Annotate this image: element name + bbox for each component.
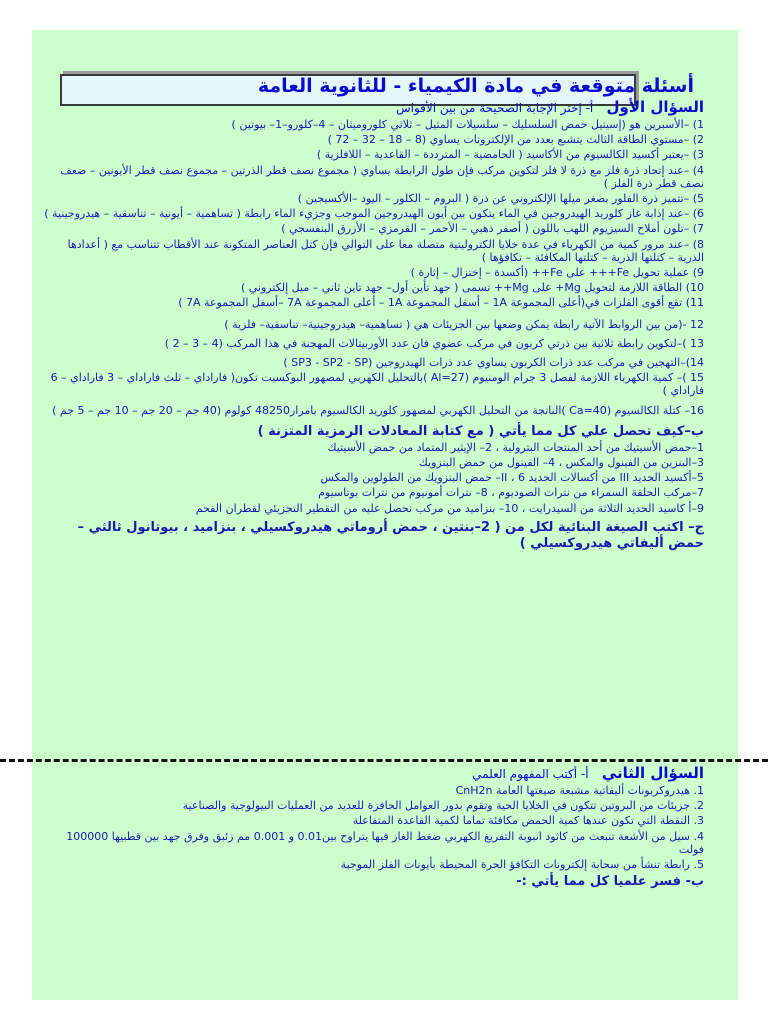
explain-heading: ب- فسر علميا كل مما يأتي :- bbox=[516, 874, 704, 890]
mcq-item: 3) –يعتبر أكسيد الكالسيوم من الأكاسيد ( الحامضية – المترددة – القاعدية – اللافلزية ) bbox=[316, 148, 704, 162]
question-two-heading: السؤال الثاني أ- أكتب المفهوم العلمي bbox=[472, 764, 704, 782]
mcq-item: 8) –عند مرور كمية من الكهرباء في عدة خلايا الكتروليتية متصلة معا على التوالي فإن كتل العناصر المتكونة عند الأقطاب تتناسب مع ( أعدادها الذرية – كتلتها الذرية – كتلتها المكافئة – تكافؤها ) bbox=[67, 237, 704, 264]
question-one-section bbox=[38, 74, 704, 552]
mcq-item: 9) عملية تحويل Fe+++ على Fe++ (أكسدة – إختزال – إثارة ) bbox=[410, 266, 704, 280]
concept-item: 4. سيل من الأشعة تنبعث من كاثود انبوبة التفريغ الكهربي ضغط الغاز فيها يتراوح بين0.01 و 0.001 مم زئبق وفرق جهد بين قطبيها 100000 فولت bbox=[66, 829, 704, 856]
conversion-item: 7–مركب الحلقة السمراء من نترات الصوديوم ، 8– نترات أمونيوم من نترات بوتاسيوم bbox=[318, 486, 704, 500]
concept-item: 2. جزيئات من البروتين تتكون في الخلايا الحية وتقوم بدور العوامل الحافزة للعديد من العمليات البيولوجية والصناعية bbox=[182, 799, 704, 813]
mcq-item: 15 )– كمية الكهرباء اللازمة لفصل 3 جرام الومنيوم (Al=27 )بالتحليل الكهربي لمصهور البوكسيت تكون( فاراداي – ثلث فاراداي – 3 فاراداي – 6 فاراداي ) bbox=[50, 371, 704, 398]
mcq-item: 11) تقع أقوى الفلزات في(أعلى المجموعة 1A – أسفل المجموعة 1A – أعلى المجموعة 7A –أسفل المجموعة 7A ) bbox=[178, 296, 704, 310]
question-two-instruction: أ- أكتب المفهوم العلمي bbox=[472, 767, 589, 781]
mcq-item: 6) –عند إذابة غاز كلوريد الهيدروجين في الماء يتكون بين أيون الهيدروجين الموجب وجزيء الماء رابطة ( تساهمية – أيونية – تناسقية – هيدروجينية ) bbox=[44, 207, 704, 221]
document-page bbox=[32, 30, 738, 1000]
concept-item: 1. هيدروكربونات أليفاتية مشبعة صيغتها العامة CnH2n bbox=[455, 784, 704, 797]
mcq-item: 7) –تلون أملاح السيزيوم اللهب باللون ( أصفر ذهبي – الأحمر – القرمزي – الأزرق البنفسجي ) bbox=[281, 222, 704, 236]
mcq-item: 4) –عند إتحاد ذرة فلز مع ذرة لا فلز لتكوين مركب فإن طول الرابطة يساوي ( مجموع نصف قطر الذرتين – مجموع نصف قطر الأيونين – ضعف نصف قطر ذرة الفلز ) bbox=[60, 163, 704, 190]
mcq-item: 16– كتلة الكالسيوم (Ca=40 )الناتجة من التحليل الكهربي لمصهور كلوريد الكالسيوم بامرار48250 كولوم (40 جم – 20 جم – 10 جم – 5 جم ) bbox=[52, 403, 704, 417]
mcq-item: 13 )–لتكوين رابطة ثلاثية بين ذرتي كربون في مركب عضوي فان عدد الأوربيتالات المهجنة في هذا المركب (4 – 3 – 2 ) bbox=[164, 336, 704, 350]
conversion-item: 9–أ كاسيد الحديد الثلاثة من السيدرايت ، 10– بنزاميد من مركب نحصل عليه من التقطير التجزيئي لقطران الفحم bbox=[195, 501, 704, 515]
section-b-heading: ب–كيف تحصل علي كل مما يأتي ( مع كتابة المعادلات الرمزية المتزنة ) bbox=[257, 423, 704, 439]
question-one-heading: السؤال الأول أ- إختر الإجابة الصحيحة من بين الأقواس bbox=[396, 98, 704, 116]
conversion-item: 1–حمض الأسيتيك من أحد المنتجات البترولية ، 2– الإيثير المتماد من حمض الأسيتيك bbox=[327, 440, 704, 454]
mcq-item: 12 -(من بين الروابط الآتية رابطة يمكن وضعها بين الجزيئات هي ( تساهمية– هيدروجينية– تناسقية– فلزية ) bbox=[224, 317, 704, 331]
mcq-item: 14)–التهجين في مركب عدد ذرات الكربون يساوي عدد ذرات الهيدروجين (SP3 - SP2 - SP ) bbox=[283, 356, 704, 370]
mcq-item: 10) الطاقة اللازمة لتحويل Mg+ على Mg++ تسمى ( جهد تأين أول– جهد تاين ثاني – ميل إلكتروني ) bbox=[240, 281, 704, 295]
concept-item: 5. رابطة تنشأ من سحابة إلكترونات التكافؤ الحرة المحيطة بأيونات الفلز الموجبة bbox=[340, 858, 704, 872]
mcq-item: 2) –مستوي الطاقة الثالث يتشبع بعدد من الإلكترونات يساوي (8 – 18 – 32 – 72 ) bbox=[327, 133, 704, 147]
mcq-item: 1) –الأسبرين هو (إسيتيل حمض السلسليك – سلسيلات المثيل – ثلاثي كلوروميثان – 4–كلورو–1– بيوتين ) bbox=[231, 118, 704, 131]
question-two-section bbox=[38, 764, 704, 890]
question-one-instruction: أ- إختر الإجابة الصحيحة من بين الأقواس bbox=[396, 101, 594, 115]
cut-line-divider bbox=[0, 759, 768, 762]
concept-item: 3. النقطة التي تكون عندها كمية الحمض مكافئة تماما لكمية القاعدة المتفاعلة bbox=[352, 814, 704, 828]
page-title: أسئلة متوقعة في مادة الكيمياء - للثانوية العامة bbox=[257, 75, 694, 97]
conversion-item: 3–البنزين من الفينول والمكس ، 4– الفينول من حمض البنزويك bbox=[418, 456, 704, 470]
conversion-item: 5–أكسيد الحديد III من أكسالات الحديد 6 ، II– حمض البنزويك من الطولوين والمكس bbox=[320, 471, 704, 485]
mcq-item: 5) –تتميز ذرة الفلور بصغر ميلها الإلكتروني عن ذرة ( البروم – الكلور – اليود –الأكسيجين ) bbox=[297, 192, 704, 206]
section-c-heading: ج– اكتب الصيغة البنائية لكل من ( 2–بنتين ، حمض أروماتي هيدروكسيلي ، بنزاميد ، بيوتانول ثالثي – حمض أليفاتي هيدروكسيلي ) bbox=[77, 519, 704, 551]
